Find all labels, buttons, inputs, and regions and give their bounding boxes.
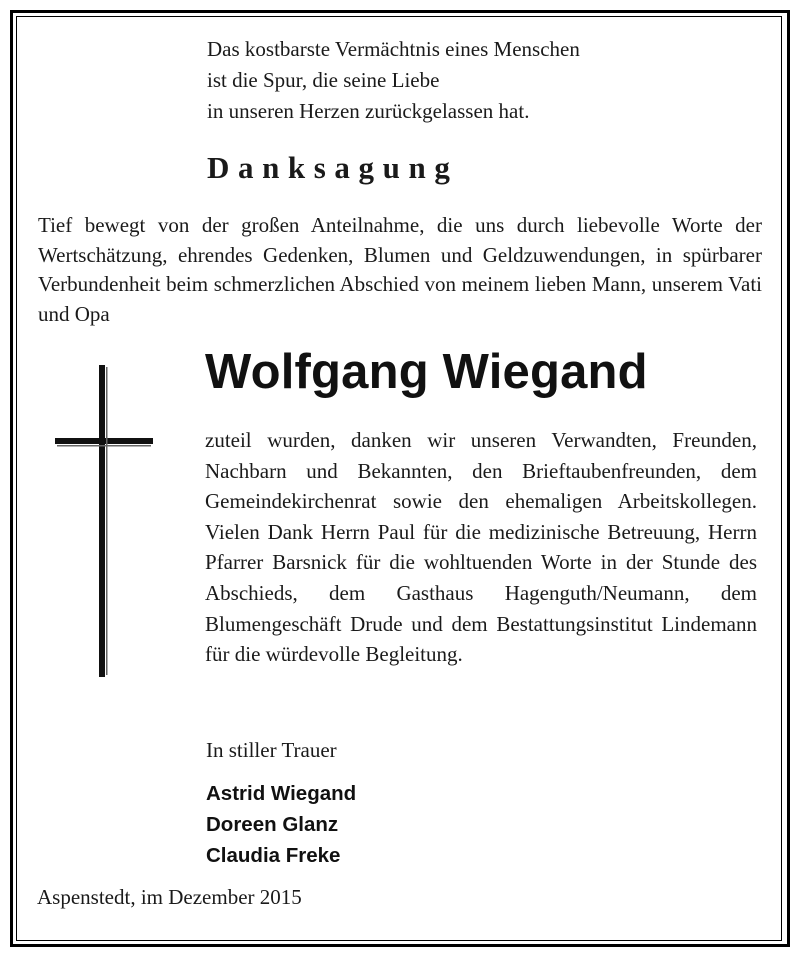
place-date: Aspenstedt, im Dezember 2015 <box>37 885 302 909</box>
mourning-line: In stiller Trauer <box>206 738 337 762</box>
signer-name: Claudia Freke <box>206 844 341 867</box>
intro-paragraph: Tief bewegt von der großen Anteilnahme, die uns durch liebevolle Worte der Wertschätzung, ehrendes Gedenken, Blumen und Geldzuwendungen, in spürbarer Verbundenheit beim schmerzlichen Abschied von meinem lieben Mann, unserem Vati und Opa <box>38 213 762 326</box>
cross-icon <box>55 365 153 677</box>
motto-line: ist die Spur, die seine Liebe <box>207 68 440 92</box>
signer-name: Astrid Wiegand <box>206 782 357 805</box>
thanks-paragraph: zuteil wurden, danken wir unseren Verwandten, Freunden, Nachbarn und Bekannten, den Brieftaubenfreunden, dem Gemeindekirchenrat sowie den ehemaligen Arbeitskollegen. Vielen Dank Herrn Paul für die medizinische Betreuung, Herrn Pfarrer Barsnick für die wohltuenden Worte in der Stunde des Abschieds, dem Gasthaus Hagenguth/Neumann, dem Blumengeschäft Drude und dem Bestattungsinstitut Lindemann für die würdevolle Begleitung. <box>205 428 757 667</box>
signer-name: Doreen Glanz <box>206 813 339 836</box>
motto-line: in unseren Herzen zurückgelassen hat. <box>207 99 530 123</box>
heading-danksagung: Danksagung <box>207 150 459 185</box>
motto-quote <box>207 34 727 127</box>
signers-list <box>206 778 356 871</box>
motto-line: Das kostbarste Vermächtnis eines Menschen <box>207 37 580 61</box>
deceased-name: Wolfgang Wiegand <box>205 345 648 399</box>
